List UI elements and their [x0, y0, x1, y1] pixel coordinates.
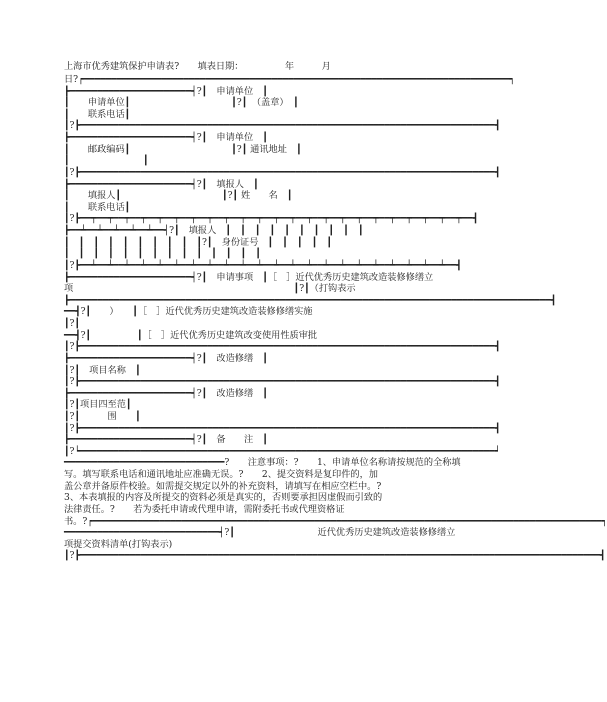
form-line: ┃?┃: [64, 318, 80, 330]
form-line: 项提交资料清单(打钩表示): [64, 538, 173, 550]
form-line: ┃?┣━━━━━━━━━━━━━━━━━━━━━━━━━━━━━━━━━━━━━━━━━━━━━━━━━━━━━━━━━━━━━━━━━━━━━━━━━━━┫: [64, 376, 501, 388]
form-line: ┣━━━━━━━━━━━━━━━━━━━━━━┥?┃ 填报人 ┃: [64, 178, 259, 190]
form-line: ┣━━┷━━┷━━┷━━┷━━┷━━┥?┃ 填报人 ┃ ┃ ┃ ┃ ┃ ┃ ┃ ┃ ┃ ┃: [64, 225, 364, 237]
form-line: ┃?┃ 围 ┃: [64, 410, 141, 422]
form-line: ┃?┣━━┷━━┷━━┷━━┷━━┷━━┷━━┷━━┷━━┷━━┷━━┷━━┷━━┷━━┷━━┷━━┷━━┷━━┷━━┷━━┷━━┷━━┷━━┫: [64, 259, 462, 271]
form-line: ┃ 联系电话┃: [64, 108, 131, 120]
form-line: ┃?┣━━━━━━━━━━━━━━━━━━━━━━━━━━━━━━━━━━━━━━━━━━━━━━━━━━━━━━━━━━━━━━━━━━━━━━━━━━━┫: [64, 341, 501, 353]
form-line: ┣━━━━━━━━━━━━━━━━━━━━━━┥?┃ 改造修缮 ┃: [64, 387, 268, 399]
form-line: ┃?┣━━━━━━━━━━━━━━━━━━━━━━━━━━━━━━━━━━━━━━━━━━━━━━━━━━━━━━━━━━━━━━━━━━━━━━━━━━━┫: [64, 422, 501, 434]
form-line: ┣━━━━━━━━━━━━━━━━━━━━━━┥?┃ 申请单位 ┃: [64, 132, 268, 144]
form-line: ┃ ┃ ┃ ┃ ┃ ┃ ┃ ┃ ┃ ┃?┃ 身份证号 ┃ ┃ ┃ ┃ ┃: [64, 236, 332, 248]
form-line: ┃?┣━━━━━━━━━━━━━━━━━━━━━━━━━━━━━━━━━━━━━━━━━━━━━━━━━━━━━━━━━━━━━━━━━━━━━━━━━━━┫: [64, 166, 501, 178]
form-line: ┃ ┃: [64, 155, 149, 167]
form-line: ┃ 联系电话┃: [64, 201, 131, 213]
form-line: ┃ 填报人┃ ┃?┃ 姓 名 ┃: [64, 190, 293, 202]
form-line: ┃ 申请单位┃ ┃?┃ （盖章） ┃: [64, 97, 299, 109]
form-line: 盖公章并备原件校验。如需提交规定以外的补充资料，请填写在相应空栏中。?: [64, 480, 382, 492]
form-line: 法律责任。? 若为委托申请或代理申请，需附委托书或代理资格证: [64, 503, 345, 515]
form-line: ┃?┃项目四至范┃: [64, 399, 132, 411]
form-line: 书。?┍━━━━━━━━━━━━━━━━━━━━━━━━━━━━━━━━━━━━━━━━━━━━━━━━━━━━━━━━━━━━━━━━━━━━━━━━━━━━━━━━━━━━━━━━━━━━┑: [64, 515, 607, 527]
form-line: ━━━━━━━━━━━━━━━━━━━━━━━━━━━━┥?┃ 近代优秀历史建筑改造装修修缮立: [64, 527, 456, 539]
form-line: 项 ┃?┃（打钩表示: [64, 283, 356, 295]
form-title-line: 上海市优秀建筑保护申请表? 填表日期： 年 月: [64, 61, 331, 72]
form-line: ┃ 邮政编码┃ ┃?┃ 通讯地址 ┃: [64, 143, 302, 155]
form-line: 3、本表填报的内容及所提交的资料必须是真实的，否则要承担因虚假而引致的: [64, 492, 383, 504]
form-line: ┣━━━━━━━━━━━━━━━━━━━━━━┥?┃ 改造修缮 ┃: [64, 352, 268, 364]
form-line: ┣━━━━━━━━━━━━━━━━━━━━━━━━━━━━━━━━━━━━━━━━━━━━━━━━━━━━━━━━━━━━━━━━━━━━━━━━━━━━━━━━━━━━━━━┫: [64, 294, 557, 306]
form-line: ━━┫?┃ ┃［ ］近代优秀历史建筑改变使用性质审批: [64, 329, 318, 341]
form-line: ┣━━━━━━━━━━━━━━━━━━━━━━┥?┃ 申请单位 ┃: [64, 85, 268, 97]
form-line: ┃?┃ 项目名称 ┃: [64, 364, 141, 376]
form-line: ━━┫?┃ ） ┃［ ］近代优秀历史建筑改造装修修缮实施: [64, 306, 313, 318]
form-line: ┣━━━━━━━━━━━━━━━━━━━━━━┥?┃ 申请事项 ┃［ ］近代优秀历史建筑改造装修修缮立: [64, 271, 434, 283]
form-line: ━━━━━━━━━━━━━━━━━━━━━━━━━━━━━? 注意事项：? 1、申请单位名称请按规范的全称填: [64, 457, 461, 469]
form-line: ┃ ┃ ┃ ┃ ┃ ┃ ┃ ┃ ┃ ┃ ┃ ┃ ┃ ┃: [64, 248, 261, 260]
form-line: 日?┍━━━━━━━━━━━━━━━━━━━━━━━━━━━━━━━━━━━━━━━━━━━━━━━━━━━━━━━━━━━━━━━━━━━━━━━━━━━━━┑: [64, 74, 516, 85]
form-line: ┃?┕━━━━━━━━━━━━━━━━━━━━━━━━━━━━━━━━━━━━━━━━━━━━━━━━━━━━━━━━━━━━━━━━━━━━━━━━━━━┙: [64, 445, 501, 457]
form-line: ┃?┣━━━━━━━━━━━━━━━━━━━━━━━━━━━━━━━━━━━━━━━━━━━━━━━━━━━━━━━━━━━━━━━━━━━━━━━━━━━━━━━━━━━━━━━━━━━━━━┫: [64, 550, 606, 562]
form-line: ┃?┣━━━━━━━━━━━━━━━━━━━━━━━━━━━━━━━━━━━━━━━━━━━━━━━━━━━━━━━━━━━━━━━━━━━━━━━━━━━┫: [64, 120, 501, 132]
form-line: ┃?┣━━┯━━┯━━┯━━┯━━┯━━┯━━┯━━┯━━┯━━┯━━┯━━┯━━┯━━┯━━┯━━┯━━┯━━┯━━┯━━┯━━┯━━┯━━┯━━┫: [64, 213, 479, 225]
form-line: 写。填写联系电话和通讯地址应准确无误。? 2、提交资料是复印件的，加: [64, 469, 378, 481]
form-line: ┣━━━━━━━━━━━━━━━━━━━━━━┥?┃ 备 注 ┃: [64, 434, 268, 446]
